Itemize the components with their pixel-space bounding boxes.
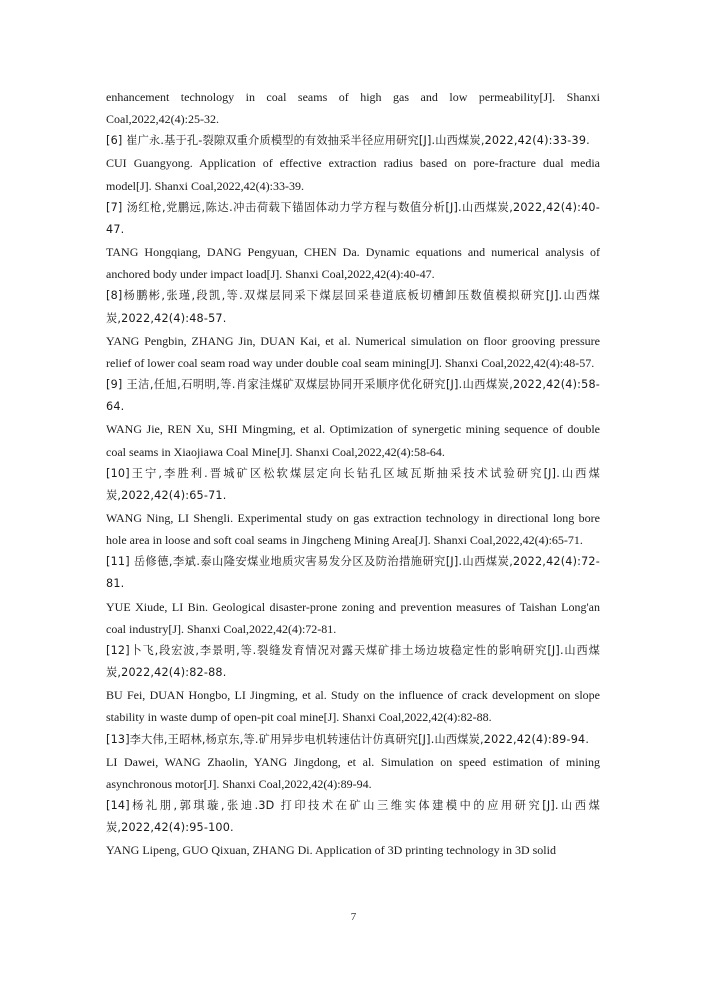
reference-entry-en: LI Dawei, WANG Zhaolin, YANG Jingdong, et al. Simulation on speed estimation of mining asynchronous motor[J]. Shanxi Coal,2022,42(4):89-94. (106, 754, 600, 791)
reference-entry-en: YANG Lipeng, GUO Qixuan, ZHANG Di. Application of 3D printing technology in 3D solid (106, 843, 556, 858)
reference-entry-zh: [8]杨鹏彬,张瑾,段凯,等.双煤层同采下煤层回采巷道底板切槽卸压数值模拟研究[J].山西煤炭,2022,42(4):48-57. (106, 289, 600, 325)
reference-entry-en: YANG Pengbin, ZHANG Jin, DUAN Kai, et al. Numerical simulation on floor grooving pressure relief of lower coal seam road way under double coal seam mining[J]. Shanxi Coal,2022,42(4):48-57. (106, 333, 600, 370)
reference-entry-en: WANG Jie, REN Xu, SHI Mingming, et al. Optimization of synergetic mining sequence of double coal seams in Xiaojiawa Coal Mine[J]. Shanxi Coal,2022,42(4):58-64. (106, 422, 600, 459)
reference-entry-zh: [10]王宁,李胜利.晋城矿区松软煤层定向长钻孔区域瓦斯抽采技术试验研究[J].山西煤炭,2022,42(4):65-71. (106, 466, 600, 502)
reference-entry-zh: [12]卜飞,段宏波,李景明,等.裂缝发育情况对露天煤矿排土场边坡稳定性的影响研究[J].山西煤炭,2022,42(4):82-88. (106, 643, 600, 680)
reference-entry-en: enhancement technology in coal seams of high gas and low permeability[J]. Shanxi Coal,2022,42(4):25-32. (106, 90, 600, 127)
reference-entry-zh: [11] 岳修德,李斌.泰山隆安煤业地质灾害易发分区及防治措施研究[J].山西煤炭,2022,42(4):72-81. (106, 555, 600, 591)
reference-entry-zh: [9] 王洁,任旭,石明明,等.肖家洼煤矿双煤层协同开采顺序优化研究[J].山西煤炭,2022,42(4):58-64. (106, 378, 600, 414)
reference-entry-zh: [13]李大伟,王昭林,杨京东,等.矿用异步电机转速估计仿真研究[J].山西煤炭,2022,42(4):89-94. (106, 732, 590, 746)
reference-entry-en: BU Fei, DUAN Hongbo, LI Jingming, et al. Study on the influence of crack development on slope stability in waste dump of open-pit coal mine[J]. Shanxi Coal,2022,42(4):82-88. (106, 688, 600, 725)
reference-entry-en: WANG Ning, LI Shengli. Experimental study on gas extraction technology in directional long bore hole area in loose and soft coal seams in Jingcheng Mining Area[J]. Shanxi Coal,2022,42(4):65-71. (106, 510, 600, 548)
reference-entry-zh: [7] 汤红枪,党鹏远,陈达.冲击荷载下锚固体动力学方程与数值分析[J].山西煤炭,2022,42(4):40-47. (106, 200, 600, 236)
page-number: 7 (350, 911, 357, 923)
reference-entry-zh: [14]杨礼朋,郭琪璇,张迪.3D 打印技术在矿山三维实体建模中的应用研究[J].山西煤炭,2022,42(4):95-100. (106, 799, 600, 835)
reference-entry-en: CUI Guangyong. Application of effective extraction radius based on pore-fracture dual media model[J]. Shanxi Coal,2022,42(4):33-39. (106, 156, 600, 193)
reference-entry-zh: [6] 崔广永.基于孔-裂隙双重介质模型的有效抽采半径应用研究[J].山西煤炭,2022,42(4):33-39. (106, 134, 590, 148)
reference-entry-en: TANG Hongqiang, DANG Pengyuan, CHEN Da. Dynamic equations and numerical analysis of anchored body under impact load[J]. Shanxi Coal,2022,42(4):40-47. (106, 245, 600, 282)
reference-entry-en: YUE Xiude, LI Bin. Geological disaster-prone zoning and prevention measures of Taishan Long'an coal industry[J]. Shanxi Coal,2022,42(4):72-81. (106, 599, 600, 636)
reference-list (106, 86, 600, 861)
